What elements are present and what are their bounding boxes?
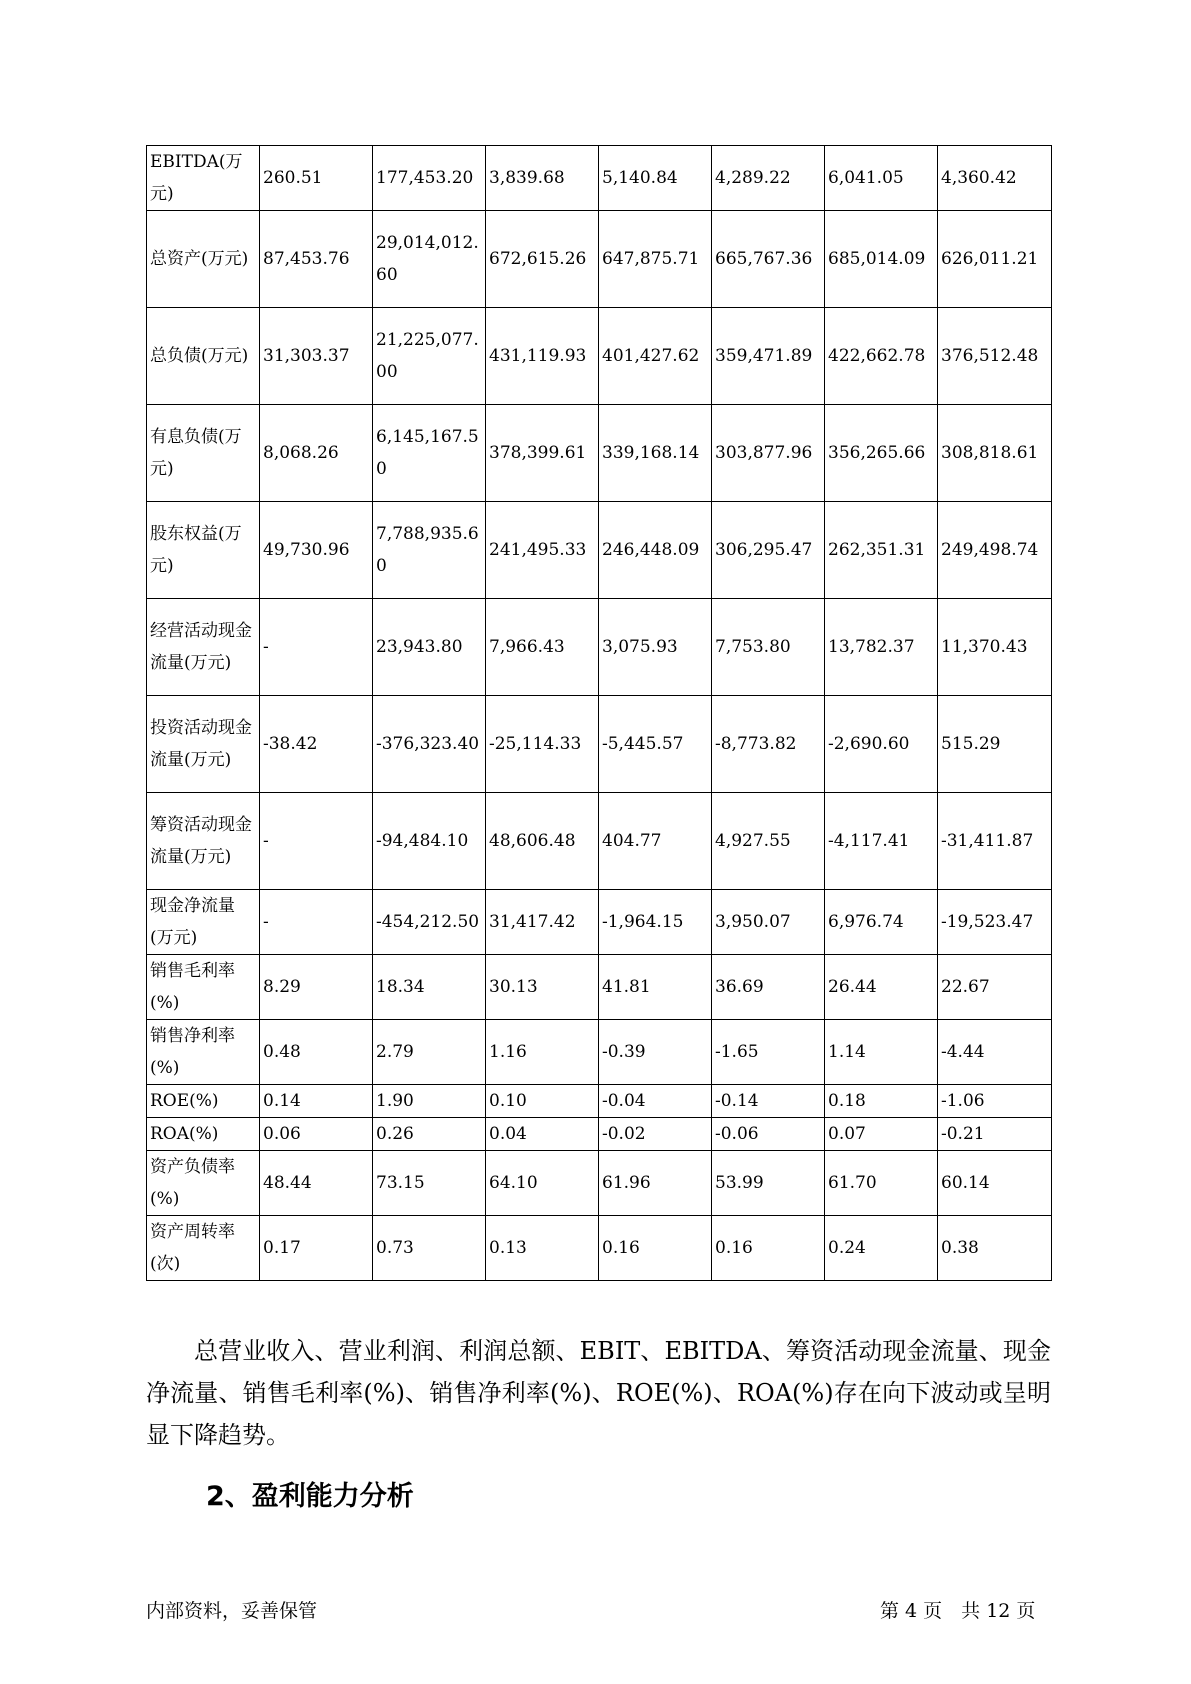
- value-cell: 0.16: [599, 1216, 712, 1281]
- table-row: [147, 1085, 1052, 1118]
- value-cell: 378,399.61: [486, 405, 599, 502]
- value-cell: 1.90: [373, 1085, 486, 1118]
- value-cell: 4,289.22: [712, 146, 825, 211]
- value-cell: 177,453.20: [373, 146, 486, 211]
- value-cell: 31,303.37: [260, 308, 373, 405]
- value-cell: 0.07: [825, 1118, 938, 1151]
- value-cell: 0.13: [486, 1216, 599, 1281]
- value-cell: 87,453.76: [260, 211, 373, 308]
- value-cell: 4,927.55: [712, 793, 825, 890]
- value-cell: 0.18: [825, 1085, 938, 1118]
- row-label-cell: ROE(%): [147, 1085, 260, 1118]
- value-cell: 2.79: [373, 1020, 486, 1085]
- value-cell: 685,014.09: [825, 211, 938, 308]
- value-cell: -: [260, 890, 373, 955]
- value-cell: 249,498.74: [938, 502, 1052, 599]
- value-cell: 359,471.89: [712, 308, 825, 405]
- value-cell: -1,964.15: [599, 890, 712, 955]
- value-cell: -376,323.40: [373, 696, 486, 793]
- value-cell: 0.48: [260, 1020, 373, 1085]
- value-cell: 1.16: [486, 1020, 599, 1085]
- financial-table-body: [147, 146, 1052, 1281]
- value-cell: -94,484.10: [373, 793, 486, 890]
- value-cell: 647,875.71: [599, 211, 712, 308]
- value-cell: 260.51: [260, 146, 373, 211]
- table-row: [147, 146, 1052, 211]
- table-row: [147, 1020, 1052, 1085]
- row-label-cell: EBITDA(万元): [147, 146, 260, 211]
- value-cell: 431,119.93: [486, 308, 599, 405]
- value-cell: -2,690.60: [825, 696, 938, 793]
- value-cell: 22.67: [938, 955, 1052, 1020]
- value-cell: 48.44: [260, 1151, 373, 1216]
- row-label-cell: 现金净流量(万元): [147, 890, 260, 955]
- value-cell: 0.38: [938, 1216, 1052, 1281]
- value-cell: -8,773.82: [712, 696, 825, 793]
- value-cell: 404.77: [599, 793, 712, 890]
- value-cell: 0.73: [373, 1216, 486, 1281]
- footer-confidential-note: 内部资料，妥善保管: [146, 1600, 318, 1622]
- value-cell: 31,417.42: [486, 890, 599, 955]
- value-cell: 0.14: [260, 1085, 373, 1118]
- row-label-cell: 资产周转率(次): [147, 1216, 260, 1281]
- value-cell: 7,788,935.60: [373, 502, 486, 599]
- value-cell: 36.69: [712, 955, 825, 1020]
- value-cell: 262,351.31: [825, 502, 938, 599]
- table-row: [147, 793, 1052, 890]
- value-cell: -0.02: [599, 1118, 712, 1151]
- section-heading: 2、盈利能力分析: [206, 1481, 414, 1512]
- value-cell: 0.04: [486, 1118, 599, 1151]
- value-cell: 64.10: [486, 1151, 599, 1216]
- value-cell: 3,950.07: [712, 890, 825, 955]
- value-cell: -1.65: [712, 1020, 825, 1085]
- value-cell: -5,445.57: [599, 696, 712, 793]
- value-cell: 6,976.74: [825, 890, 938, 955]
- value-cell: -0.39: [599, 1020, 712, 1085]
- table-row: [147, 696, 1052, 793]
- row-label-cell: 总资产(万元): [147, 211, 260, 308]
- value-cell: 0.17: [260, 1216, 373, 1281]
- value-cell: 4,360.42: [938, 146, 1052, 211]
- value-cell: -: [260, 793, 373, 890]
- table-row: [147, 890, 1052, 955]
- row-label-cell: 股东权益(万元): [147, 502, 260, 599]
- value-cell: -25,114.33: [486, 696, 599, 793]
- value-cell: 0.24: [825, 1216, 938, 1281]
- value-cell: -38.42: [260, 696, 373, 793]
- value-cell: 5,140.84: [599, 146, 712, 211]
- value-cell: 49,730.96: [260, 502, 373, 599]
- row-label-cell: 总负债(万元): [147, 308, 260, 405]
- value-cell: 21,225,077.00: [373, 308, 486, 405]
- footer-page-number: 第 4 页 共 12 页: [880, 1600, 1036, 1622]
- value-cell: 6,041.05: [825, 146, 938, 211]
- value-cell: 515.29: [938, 696, 1052, 793]
- value-cell: 0.26: [373, 1118, 486, 1151]
- value-cell: -0.04: [599, 1085, 712, 1118]
- value-cell: 8.29: [260, 955, 373, 1020]
- value-cell: 6,145,167.50: [373, 405, 486, 502]
- row-label-cell: 资产负债率(%): [147, 1151, 260, 1216]
- table-row: [147, 211, 1052, 308]
- value-cell: 61.96: [599, 1151, 712, 1216]
- row-label-cell: 有息负债(万元): [147, 405, 260, 502]
- value-cell: 339,168.14: [599, 405, 712, 502]
- table-row: [147, 1118, 1052, 1151]
- value-cell: 26.44: [825, 955, 938, 1020]
- row-label-cell: 投资活动现金流量(万元): [147, 696, 260, 793]
- value-cell: 30.13: [486, 955, 599, 1020]
- value-cell: -0.14: [712, 1085, 825, 1118]
- value-cell: 1.14: [825, 1020, 938, 1085]
- value-cell: 303,877.96: [712, 405, 825, 502]
- table-row: [147, 1216, 1052, 1281]
- value-cell: 7,966.43: [486, 599, 599, 696]
- value-cell: -454,212.50: [373, 890, 486, 955]
- value-cell: 73.15: [373, 1151, 486, 1216]
- value-cell: 626,011.21: [938, 211, 1052, 308]
- value-cell: 0.10: [486, 1085, 599, 1118]
- value-cell: 306,295.47: [712, 502, 825, 599]
- value-cell: 11,370.43: [938, 599, 1052, 696]
- value-cell: 41.81: [599, 955, 712, 1020]
- table-row: [147, 502, 1052, 599]
- value-cell: -0.06: [712, 1118, 825, 1151]
- value-cell: 672,615.26: [486, 211, 599, 308]
- value-cell: -31,411.87: [938, 793, 1052, 890]
- table-row: [147, 405, 1052, 502]
- value-cell: 18.34: [373, 955, 486, 1020]
- value-cell: 308,818.61: [938, 405, 1052, 502]
- value-cell: -19,523.47: [938, 890, 1052, 955]
- value-cell: 3,075.93: [599, 599, 712, 696]
- value-cell: 23,943.80: [373, 599, 486, 696]
- value-cell: -: [260, 599, 373, 696]
- value-cell: -4.44: [938, 1020, 1052, 1085]
- value-cell: 3,839.68: [486, 146, 599, 211]
- value-cell: 7,753.80: [712, 599, 825, 696]
- table-row: [147, 308, 1052, 405]
- value-cell: 246,448.09: [599, 502, 712, 599]
- value-cell: 422,662.78: [825, 308, 938, 405]
- value-cell: -4,117.41: [825, 793, 938, 890]
- row-label-cell: 筹资活动现金流量(万元): [147, 793, 260, 890]
- value-cell: 53.99: [712, 1151, 825, 1216]
- value-cell: 356,265.66: [825, 405, 938, 502]
- value-cell: 13,782.37: [825, 599, 938, 696]
- value-cell: 29,014,012.60: [373, 211, 486, 308]
- value-cell: -1.06: [938, 1085, 1052, 1118]
- value-cell: 0.06: [260, 1118, 373, 1151]
- value-cell: 8,068.26: [260, 405, 373, 502]
- financial-table: [146, 145, 1052, 1281]
- value-cell: 61.70: [825, 1151, 938, 1216]
- value-cell: 60.14: [938, 1151, 1052, 1216]
- value-cell: 376,512.48: [938, 308, 1052, 405]
- value-cell: -0.21: [938, 1118, 1052, 1151]
- summary-paragraph: 总营业收入、营业利润、利润总额、EBIT、EBITDA、筹资活动现金流量、现金净流量、销售毛利率(%)、销售净利率(%)、ROE(%)、ROA(%)存在向下波动或呈明显下降趋势。: [146, 1337, 1051, 1449]
- row-label-cell: 经营活动现金流量(万元): [147, 599, 260, 696]
- row-label-cell: 销售净利率(%): [147, 1020, 260, 1085]
- table-row: [147, 599, 1052, 696]
- table-row: [147, 955, 1052, 1020]
- row-label-cell: 销售毛利率(%): [147, 955, 260, 1020]
- value-cell: 401,427.62: [599, 308, 712, 405]
- value-cell: 665,767.36: [712, 211, 825, 308]
- table-row: [147, 1151, 1052, 1216]
- value-cell: 48,606.48: [486, 793, 599, 890]
- value-cell: 241,495.33: [486, 502, 599, 599]
- row-label-cell: ROA(%): [147, 1118, 260, 1151]
- value-cell: 0.16: [712, 1216, 825, 1281]
